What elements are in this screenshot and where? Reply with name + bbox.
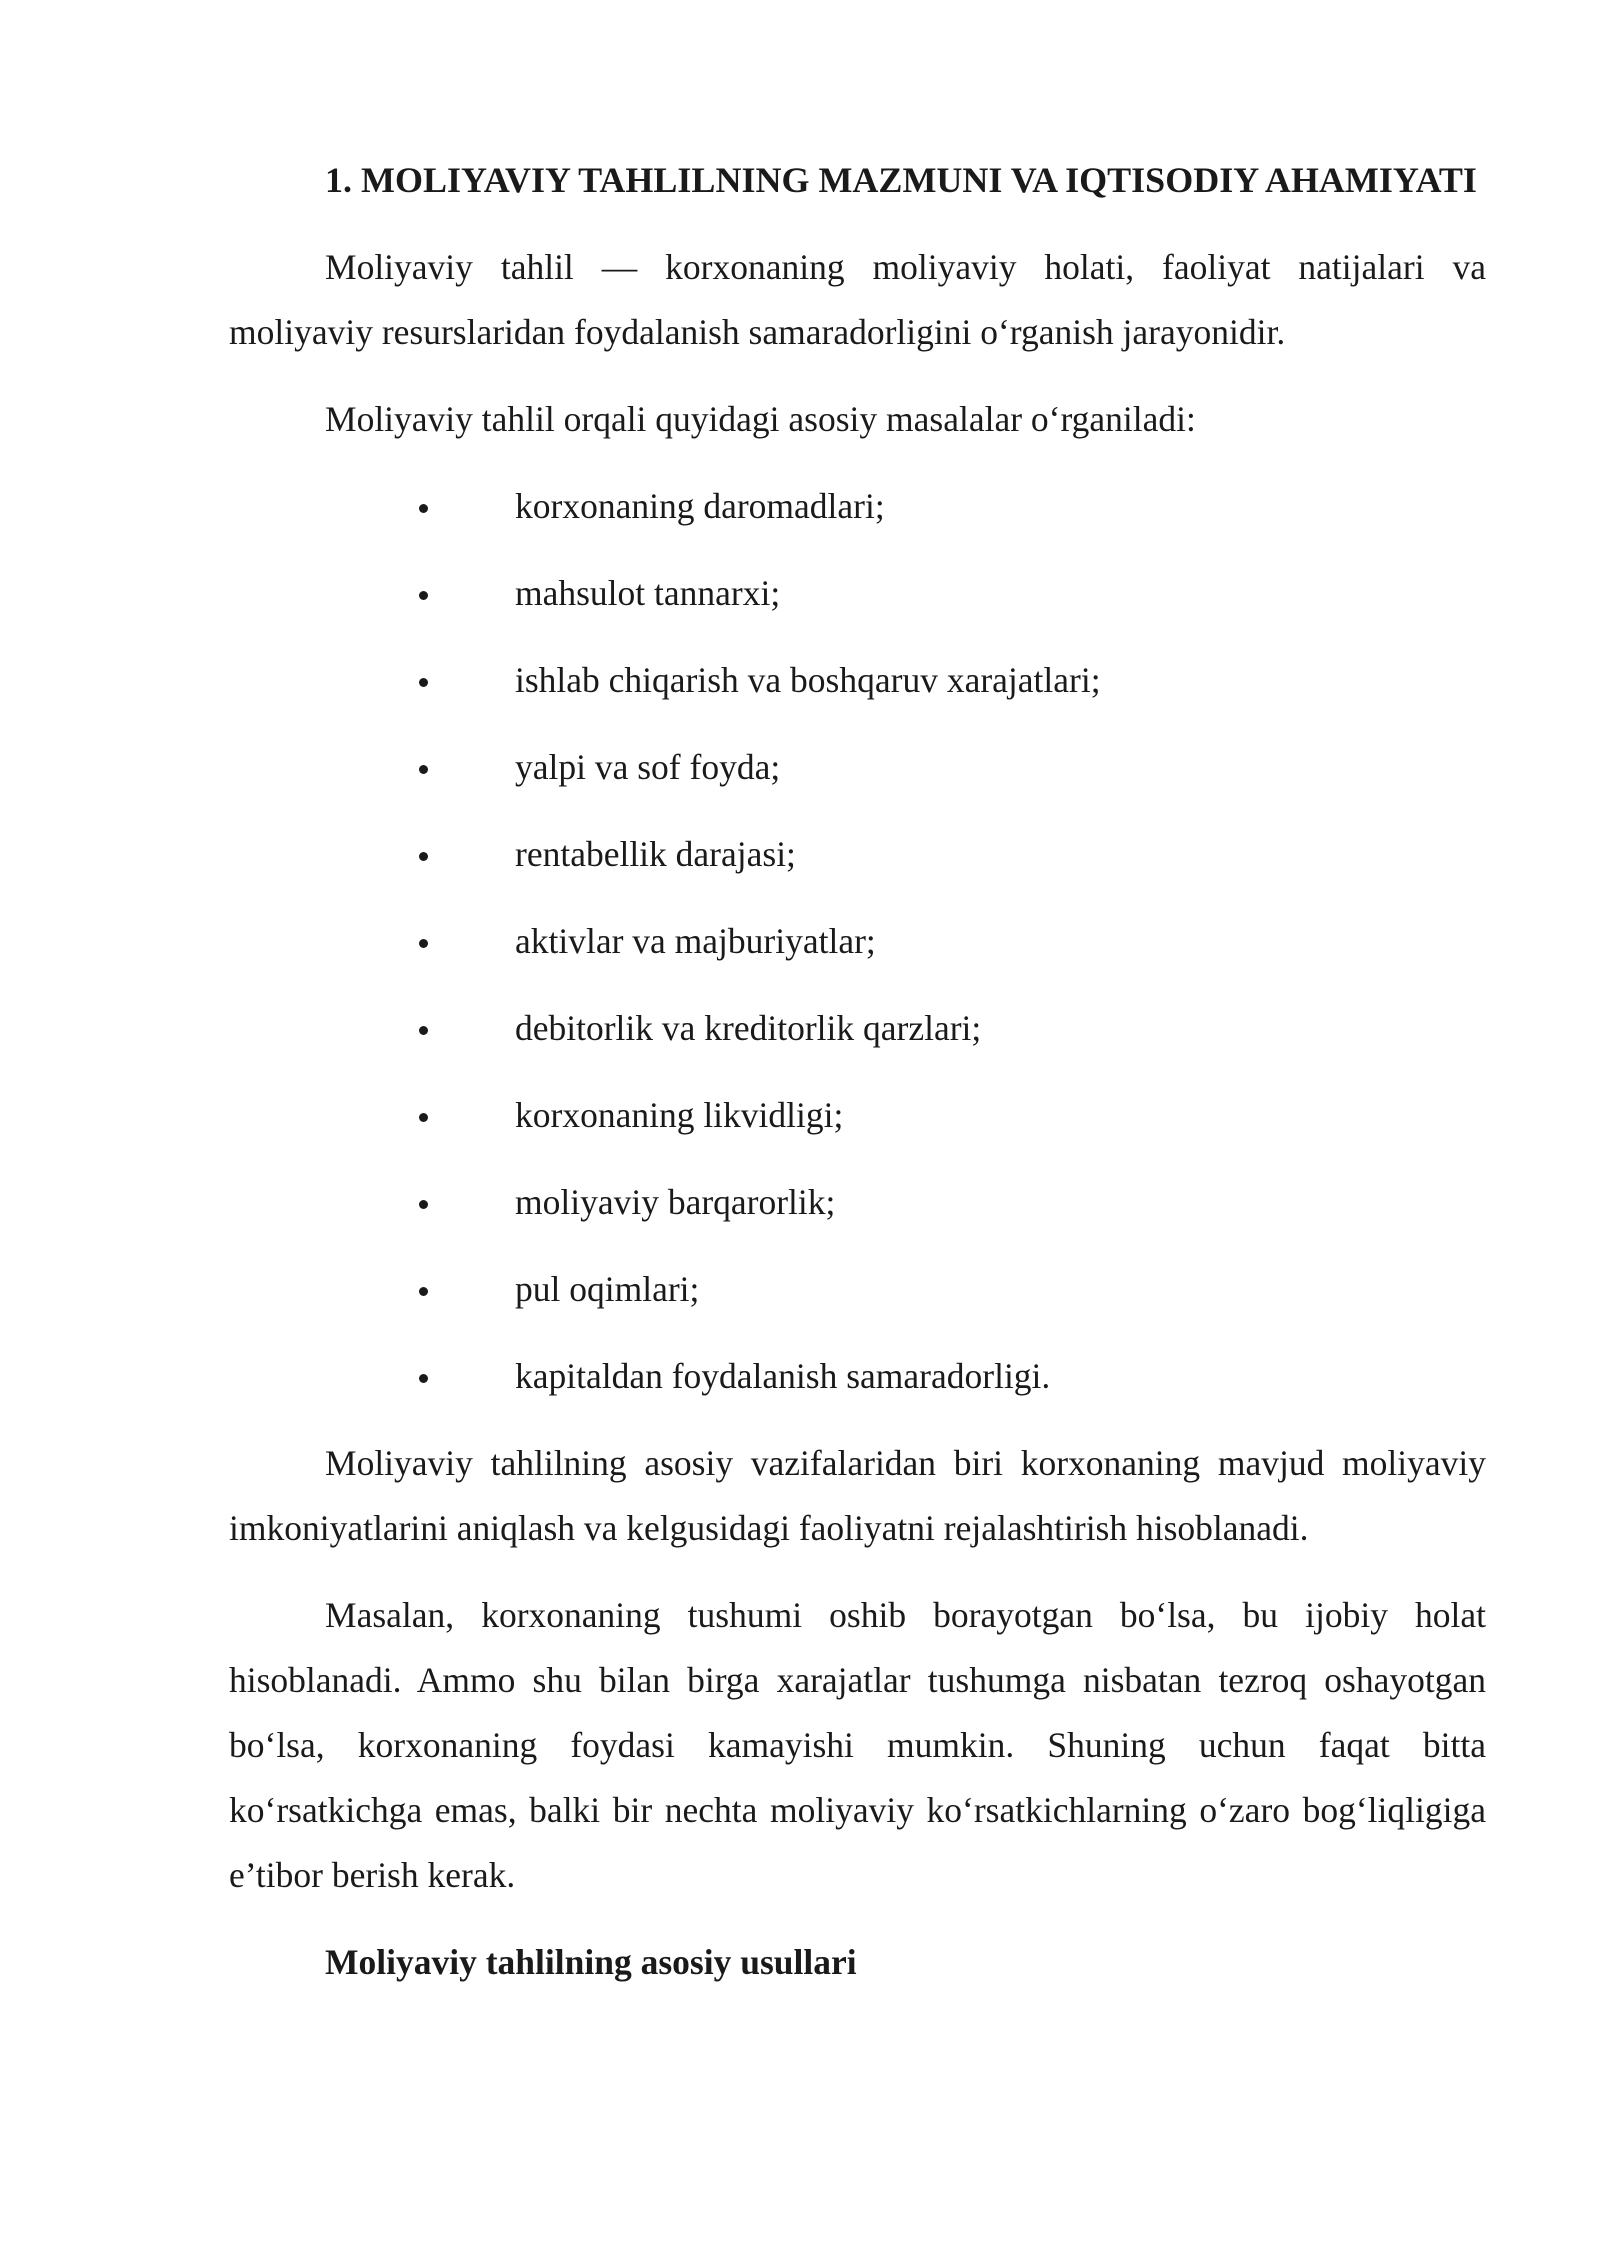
bullet-icon: [419, 1026, 428, 1035]
list-item-text: aktivlar va majburiyatlar;: [515, 921, 876, 961]
list-item: [229, 648, 1486, 713]
bullet-icon: [419, 678, 428, 687]
list-item: [229, 1257, 1486, 1322]
list-item-text: debitorlik va kreditorlik qarzlari;: [515, 1008, 982, 1048]
bullet-icon: [419, 1287, 428, 1296]
list-item: [229, 822, 1486, 887]
bullet-icon: [419, 504, 428, 513]
list-intro-paragraph: Moliyaviy tahlil orqali quyidagi asosiy masalalar o‘rganiladi:: [325, 399, 1196, 439]
topics-list: [229, 474, 1486, 1409]
bullet-icon: [419, 1374, 428, 1383]
bullet-icon: [419, 765, 428, 774]
bullet-icon: [419, 852, 428, 861]
bullet-icon: [419, 939, 428, 948]
list-item: [229, 996, 1486, 1061]
bullet-icon: [419, 1200, 428, 1209]
list-item-text: moliyaviy barqarorlik;: [515, 1182, 836, 1222]
list-item: [229, 1344, 1486, 1409]
definition-paragraph: Moliyaviy tahlil — korxonaning moliyaviy holati, faoliyat natijalari va moliyaviy resurslaridan foydalanish samaradorligini o‘rganish jarayonidir.: [229, 247, 1486, 352]
list-item-text: ishlab chiqarish va boshqaruv xarajatlari;: [515, 660, 1101, 700]
bullet-icon: [419, 1113, 428, 1122]
methods-subheading: Moliyaviy tahlilning asosiy usullari: [325, 1942, 857, 1982]
list-item: [229, 1083, 1486, 1148]
list-item-text: mahsulot tannarxi;: [515, 573, 781, 613]
tasks-paragraph: Moliyaviy tahlilning asosiy vazifalaridan biri korxonaning mavjud moliyaviy imkoniyatlarini aniqlash va kelgusidagi faoliyatni rejalashtirish hisoblanadi.: [229, 1443, 1486, 1548]
list-item-text: yalpi va sof foyda;: [515, 747, 781, 787]
list-item: [229, 1170, 1486, 1235]
section-heading: 1. MOLIYAVIY TAHLILNING MAZMUNI VA IQTISODIY AHAMIYATI: [325, 160, 1477, 200]
list-item: [229, 735, 1486, 800]
example-paragraph: Masalan, korxonaning tushumi oshib borayotgan bo‘lsa, bu ijobiy holat hisoblanadi. Ammo shu bilan birga xarajatlar tushumga nisbatan tezroq oshayotgan bo‘lsa, korxonaning foydasi kamayishi mumkin. Shuning uchun faqat bitta ko‘rsatkichga emas, balki bir nechta moliyaviy ko‘rsatkichlarning o‘zaro bog‘liqligiga e’tibor berish kerak.: [229, 1595, 1486, 1895]
list-item-text: korxonaning daromadlari;: [515, 486, 885, 526]
list-item-text: rentabellik darajasi;: [515, 834, 796, 874]
list-item: [229, 474, 1486, 539]
list-item-text: kapitaldan foydalanish samaradorligi.: [515, 1356, 1051, 1396]
bullet-icon: [419, 591, 428, 600]
page-content: [229, 148, 1486, 1995]
list-item-text: pul oqimlari;: [515, 1269, 700, 1309]
list-item-text: korxonaning likvidligi;: [515, 1095, 844, 1135]
list-item: [229, 909, 1486, 974]
list-item: [229, 561, 1486, 626]
